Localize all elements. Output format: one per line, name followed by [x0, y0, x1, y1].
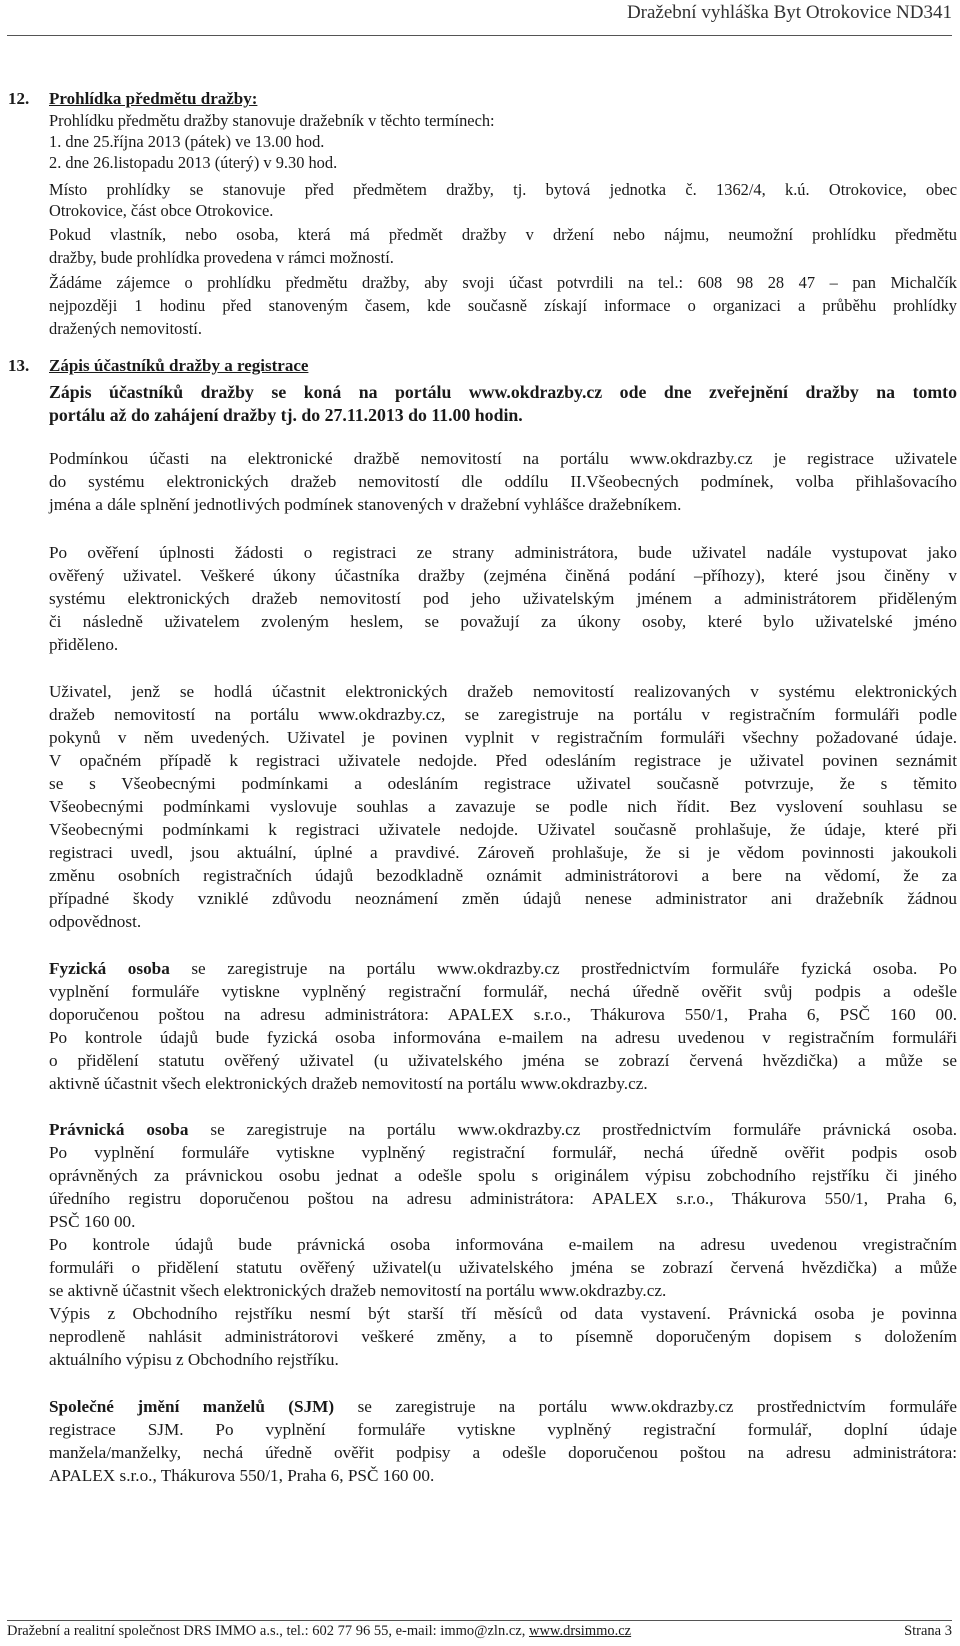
s13-p1-line: do systému elektronických dražeb nemovitostí dle oddílu II.Všeobecných podmínek, volba přihlašovacího	[49, 472, 957, 491]
s12-line: Místo prohlídky se stanovuje před předmětem dražby, tj. bytová jednotka č. 1362/4, k.ú. Otrokovice, obec	[49, 180, 957, 199]
s13-p5-line: Po vyplnění formuláře vytiskne vyplněný registrační formulář, nechá úředně ověřit podpis osob	[49, 1143, 957, 1162]
s13-p5-line-lead	[49, 1119, 957, 1141]
s13-p6-line: manžela/manželky, nechá úředně ověřit podpisy a odešle doporučenou poštou na adresu administrátora:	[49, 1443, 957, 1462]
s13-p4-line: Po kontrole údajů bude fyzická osoba informována e-mailem na adresu uvedenou v registračním formuláři	[49, 1028, 957, 1047]
s13-p3-line: Všeobecnými podmínkami k registraci uživatele nedojde. Uživatel současně prohlašuje, že údaje, které při	[49, 820, 957, 839]
s13-p4-line: doporučenou poštou na adresu administrátora: APALEX s.r.o., Thákurova 550/1, Praha 6, PSČ 160 00.	[49, 1005, 957, 1024]
s13-p6-text: se zaregistruje na portálu www.okdrazby.cz prostřednictvím formuláře	[334, 1397, 957, 1416]
s13-p3-line: změnu osobních registračních údajů bezodkladně oznámit administrátorovi a bere na vědomí, že za	[49, 866, 957, 885]
s13-p5-line: oprávněných za právnickou osobu jednat a odešle spolu s originálem výpisu zobchodního rejstříku či jiného	[49, 1166, 957, 1185]
s13-p5-line: Výpis z Obchodního rejstříku nesmí být starší tří měsíců od data vystavení. Právnická osoba je povinna	[49, 1304, 957, 1323]
s13-p4-line: vyplnění formuláře vytiskne vyplněný registrační formulář, nechá úředně ověřit svůj podpis a odešle	[49, 982, 957, 1001]
s12-phone-line	[49, 272, 957, 293]
s13-p5-line: Po kontrole údajů bude právnická osoba informována e-mailem na adresu uvedenou vregistračním	[49, 1235, 957, 1254]
s13-p3-line: se s Všeobecnými podmínkami a odesláním registrace uživatel současně potvrzuje, že s těmito	[49, 774, 957, 793]
s13-p3-line: registraci uvedl, jsou aktuální, úplné a pravdivé. Zároveň prohlašuje, že si je vědom povinnosti jakoukoli	[49, 843, 957, 862]
s12-line: 2. dne 26.listopadu 2013 (úterý) v 9.30 hod.	[49, 153, 338, 172]
footer-page-number: Strana 3	[904, 1623, 952, 1639]
s13-p2-line: Po ověření úplnosti žádosti o registraci ze strany administrátora, bude uživatel nadále vystupovat jako	[49, 543, 957, 562]
s13-p2-line: či následně uživatelem zvoleným heslem, se považují za úkony osoby, které bylo uživatelské jméno	[49, 612, 957, 631]
section-13-number: 13.	[8, 356, 30, 375]
footer-divider	[7, 1620, 952, 1621]
footer-company	[7, 1623, 631, 1640]
s12-line: Prohlídku předmětu dražby stanovuje dražebník v těchto termínech:	[49, 111, 495, 130]
s13-p2-line: systému elektronických dražeb nemovitostí pod jeho uživatelským jménem a administrátorem přiděleným	[49, 589, 957, 608]
section-12-number: 12.	[8, 89, 30, 108]
s13-p3-line: odpovědnost.	[49, 912, 142, 931]
fyzicka-osoba-label: Fyzická osoba	[49, 959, 170, 978]
sjm-label: Společné jmění manželů (SJM)	[49, 1397, 335, 1416]
s13-p6-line: registrace SJM. Po vyplnění formuláře vytiskne vyplněný registrační formulář, doplní údaje	[49, 1420, 957, 1439]
s13-p3-line: Všeobecnými podmínkami vyslovuje souhlas a zavazuje se podle nich řídit. Bez vyslovení souhlasu se	[49, 797, 957, 816]
s13-p3-line: dražeb nemovitostí na portálu www.okdrazby.cz, se zaregistruje na portálu v registračním formuláři podle	[49, 705, 957, 724]
s12-line: 1. dne 25.října 2013 (pátek) ve 13.00 hod.	[49, 132, 325, 151]
s13-p3-line: případné škody vzniklé zdůvodu neoznámení změn údajů nenese administrator ani dražebník žádnou	[49, 889, 957, 908]
header-divider	[7, 35, 952, 36]
section-12-title: Prohlídka předmětu dražby:	[49, 89, 258, 108]
s13-p5-line: formuláři o přidělení statutu ověřený uživatel(u uživatelského jména se zobrazí červená hvězdička) a může	[49, 1258, 957, 1277]
s12-phone-number: 608 98 28 47 – pan Michalčík	[697, 273, 957, 292]
s13-p1-line: jména a dále splnění jednotlivých podmínek stanovených v dražební vyhlášce dražebníkem.	[49, 495, 682, 514]
s13-p5-line: aktuálního výpisu z Obchodního rejstříku.	[49, 1350, 339, 1369]
s13-p4-text: se zaregistruje na portálu www.okdrazby.cz prostřednictvím formuláře fyzická osoba. Po	[169, 959, 958, 978]
s13-p2-line: ověřený uživatel. Veškeré úkony účastníka dražby (zejména činěná podání –příhozy), které jsou činěny v	[49, 566, 957, 585]
section-13-title: Zápis účastníků dražby a registrace	[49, 356, 309, 375]
s13-p4-line: o přidělení statutu ověřený uživatel (u uživatelského jména se zobrazí červená hvězdička) a může se	[49, 1051, 957, 1070]
s13-p5-line: se aktivně účastnit všech elektronických dražeb nemovitostí na portálu www.okdrazby.cz.	[49, 1281, 667, 1300]
s12-line: dražených nemovitostí.	[49, 319, 202, 338]
s13-p5-text: se zaregistruje na portálu www.okdrazby.cz prostřednictvím formuláře právnická osoba.	[188, 1120, 957, 1139]
footer-website-link[interactable]: www.drsimmo.cz	[528, 1623, 632, 1639]
s13-p6-line-lead	[49, 1396, 957, 1418]
s13-bold-line: portálu až do zahájení dražby tj. do 27.11.2013 do 11.00 hodin.	[49, 405, 523, 425]
s13-p1-line: Podmínkou účasti na elektronické dražbě nemovitostí na portálu www.okdrazby.cz je registrace uživatele	[49, 449, 957, 468]
s13-p5-line: neprodleně nahlásit administrátorovi veškeré změny, a to písemně doporučeným dopisem s doložením	[49, 1327, 957, 1346]
s13-p3-line: Uživatel, jenž se hodlá účastnit elektronických dražeb nemovitostí realizovaných v systému elektronických	[49, 682, 957, 701]
s13-p3-line: V opačném případě k registraci uživatele nedojde. Před odesláním registrace je uživatel povinen seznámit	[49, 751, 957, 770]
s13-p5-line: úředního registru doporučenou poštou na adresu administrátora: APALEX s.r.o., Thákurova 550/1, Praha 6,	[49, 1189, 957, 1208]
s13-p4-line-lead	[49, 958, 957, 980]
s12-phone-text: Žádáme zájemce o prohlídku předmětu dražby, aby svoji účast potvrdili na tel.:	[49, 273, 684, 292]
s13-p3-line: pokynů v něm uvedených. Uživatel je povinen vyplnit v registračním formuláři všechny požadované údaje.	[49, 728, 957, 747]
s13-bold-line: Zápis účastníků dražby se koná na portálu www.okdrazby.cz ode dne zveřejnění dražby na tomto	[49, 382, 957, 402]
running-header: Dražební vyhláška Byt Otrokovice ND341	[626, 2, 952, 23]
s12-line: Otrokovice, část obce Otrokovice.	[49, 201, 274, 220]
s13-p5-line: PSČ 160 00.	[49, 1212, 136, 1231]
s12-line: nejpozději 1 hodinu před stanoveným časem, kde současně získají informace o organizaci a průběhu prohlídky	[49, 296, 957, 315]
s13-p4-line: aktivně účastnit všech elektronických dražeb nemovitostí na portálu www.okdrazby.cz.	[49, 1074, 648, 1093]
s12-line: Pokud vlastník, nebo osoba, která má předmět dražby v držení nebo nájmu, neumožní prohlídku předmětu	[49, 225, 957, 244]
s12-line: dražby, bude prohlídka provedena v rámci možností.	[49, 248, 394, 267]
pravnicka-osoba-label: Právnická osoba	[49, 1120, 189, 1139]
s13-p6-line: APALEX s.r.o., Thákurova 550/1, Praha 6, PSČ 160 00.	[49, 1466, 435, 1485]
s13-p2-line: přiděleno.	[49, 635, 119, 654]
footer-company-text: Dražební a realitní společnost DRS IMMO a.s., tel.: 602 77 96 55, e-mail: immo@zln.cz,	[7, 1623, 529, 1639]
